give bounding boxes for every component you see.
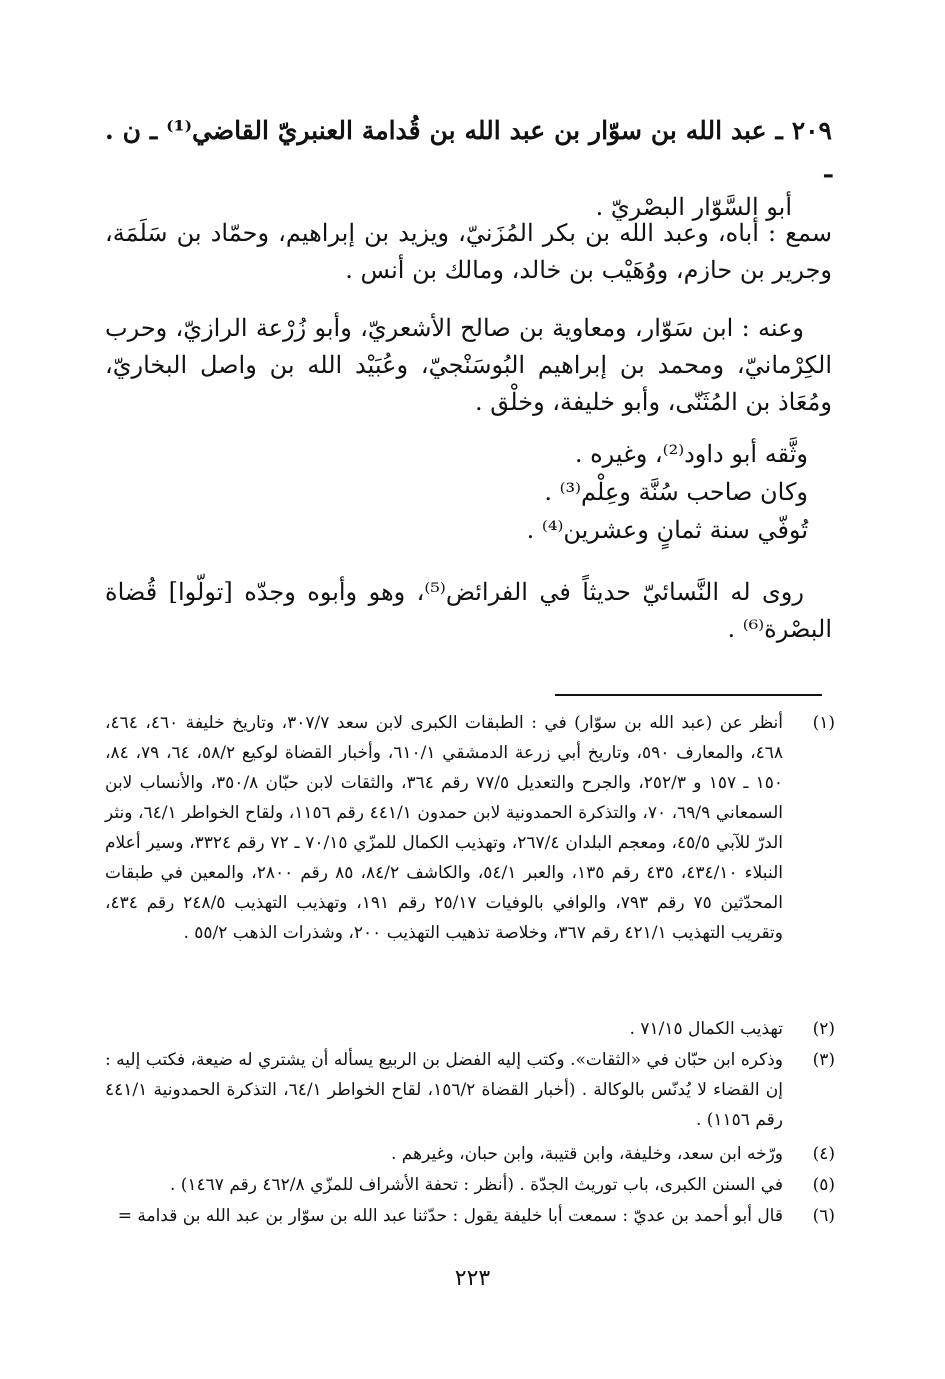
paragraph-heard-from: سمع : أباه، وعبد الله بن بكر المُزَنيّ، ويزيد بن إبراهيم، وحمّاد بن سَلَمَة، وجرير بن حازم، ووُهَيْب بن خالد، ومالك بن أنس . — [105, 219, 832, 284]
footnote-text: قال أبو أحمد بن عديّ : سمعت أبا خليفة يقول : حدّثنا عبد الله بن سوّار بن عبد الله بن قدامة = — [117, 1206, 783, 1226]
footnote-separator — [555, 694, 822, 696]
footnote-2 — [105, 1014, 835, 1044]
footnote-text: ورّخه ابن سعد، وخليفة، وابن قتيبة، وابن حبان، وغيرهم . — [390, 1144, 783, 1164]
line-sunna: وكان صاحب سُنَّة وعِلْم⁽³⁾ . — [544, 478, 808, 506]
footnote-1 — [105, 708, 835, 948]
entry-title: ٢٠٩ ـ عبد الله بن سوّار بن عبد الله بن قُدامة العنبريّ القاضي⁽¹⁾ ـ ن . ـ — [105, 116, 832, 183]
line-death: تُوفّي سنة ثمانٍ وعشرين⁽⁴⁾ . — [526, 516, 808, 544]
footnote-5 — [105, 1170, 835, 1200]
footnote-text: في السنن الكبرى، باب توريث الجدّة . (أنظر : تحفة الأشراف للمزّي ٤٦٢/٨ رقم ١٤٦٧) . — [169, 1175, 783, 1195]
footnote-text: أنظر عن (عبد الله بن سوّار) في : الطبقات الكبرى لابن سعد ٣٠٧/٧، وتاريخ خليفة ٤٦٠، ٤٦٤، ٤٦٨، والمعارف ٥٩٠، وتاريخ أبي زرعة الدمشقي ٦١٠/١، وأخبار القضاة لوكيع ٥٨/٢، ٦٤، ٧٩، ٨٤، ١٥٠ ـ ١٥٧ و ٢٥٢/٣، والجرح والتعديل ٧٧/٥ رقم ٣٦٤، والثقات لابن حبّان ٣٥٠/٨، والأنساب لابن السمعاني ٦٩/٩، ٧٠، والتذكرة الحمدونية لابن حمدون ٤٤١/١ رقم ١١٥٦، ولقاح الخواطر ٦٤/١، ونثر الدرّ للآبي ٤٥/٥، ومعجم البلدان ٢٦٧/٤، وتهذيب الكمال للمزّي ٧٠/١٥ ـ ٧٢ رقم ٣٣٢٤، وسير أعلام النبلاء ٤٣٤/١٠، ٤٣٥ رقم ١٣٥، والعبر ٥٤/١، والكاشف ٨٤/٢، ٨٥ رقم ٢٨٠٠، والمعين في طبقات المحدّثين ٧٥ رقم ٧٩٣، والوافي بالوفيات ٢٥/١٧ رقم ١٩١، وتهذيب التهذيب ٢٤٨/٥ رقم ٤٣٤، وتقريب التهذيب ٤٢١/١ رقم ٣٦٧، وخلاصة تذهيب التهذيب ٢٠٠، وشذرات الذهب ٥٥/٢ . — [105, 713, 784, 943]
page-number: ٢٢٣ — [454, 1266, 491, 1291]
footnote-number: (٢) — [812, 1019, 835, 1039]
footnote-6 — [105, 1201, 835, 1231]
paragraph-narrators: وعنه : ابن سَوّار، ومعاوية بن صالح الأشعريّ، وأبو زُرْعة الرازيّ، وحرب الكِرْمانيّ، ومحمد بن إبراهيم البُوسَنْجيّ، وعُبَيْد الله بن واصل البخاريّ، ومُعَاذ بن المُثَنّى، وأبو خليفة، وخلْق . — [105, 314, 832, 416]
line-authentication: وثَّقه أبو داود⁽²⁾، وغيره . — [574, 440, 808, 468]
footnote-number: (٦) — [812, 1206, 835, 1226]
paragraph-nasai: روى له النَّسائيّ حديثاً في الفرائض⁽⁵⁾، وهو وأبوه وجدّه [تولّوا] قُضاة البصْرة⁽⁶⁾ . — [105, 578, 832, 643]
footnote-number: (٥) — [812, 1175, 835, 1195]
footnote-number: (٤) — [812, 1144, 835, 1164]
footnote-number: (٣) — [812, 1050, 835, 1070]
entry-heading — [105, 112, 832, 226]
entry-kunya: أبو السَّوّار البصْريّ . — [595, 193, 792, 221]
footnote-text: وذكره ابن حبّان في «الثقات». وكتب إليه الفضل بن الربيع يسأله أن يشتري له ضيعة، فكتب إليه : إن القضاء لا يُدنّس بالوكالة . (أخبار القضاة ١٥٦/٢، لقاح الخواطر ٦٤/١، التذكرة الحمدونية ٤٤١/١ رقم ١١٥٦) . — [105, 1050, 783, 1130]
footnote-4 — [105, 1139, 835, 1169]
footnote-number: (١) — [812, 713, 835, 733]
footnote-3 — [105, 1045, 835, 1135]
footnote-text: تهذيب الكمال ٧١/١٥ . — [629, 1019, 783, 1039]
